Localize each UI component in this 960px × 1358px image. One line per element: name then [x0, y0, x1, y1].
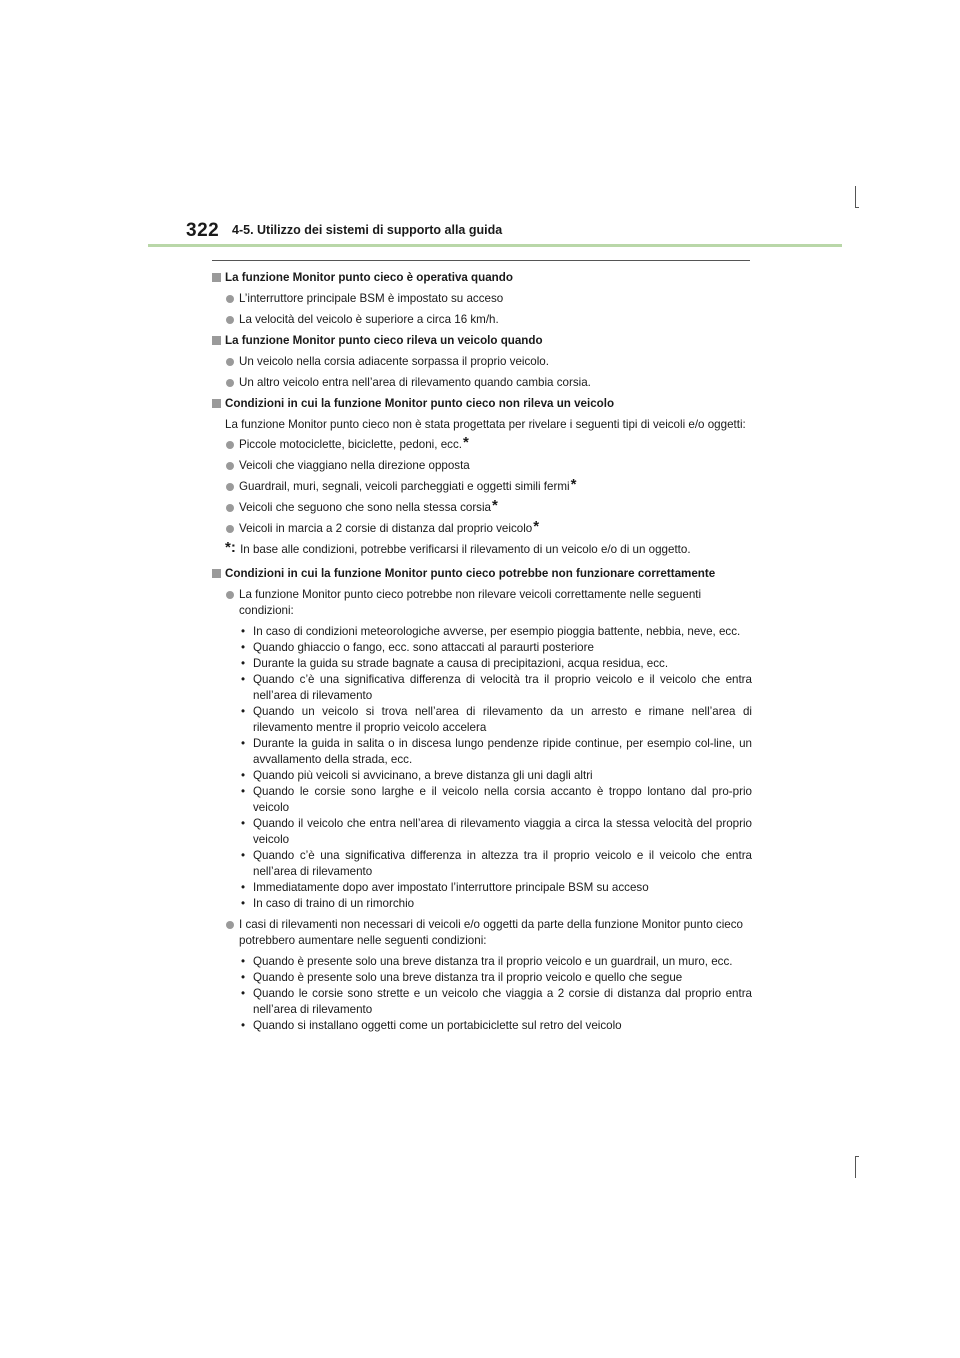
list-item — [212, 354, 752, 370]
dot-marker: • — [241, 1019, 246, 1032]
list-item — [212, 312, 752, 328]
intro-paragraph: La funzione Monitor punto cieco non è stata progettata per rivelare i seguenti tipi di veicoli e/o oggetti: — [225, 418, 746, 431]
page-body — [212, 270, 752, 1039]
sub-list-item-text: Quando più veicoli si avvicinano, a breve distanza gli uni dagli altri — [253, 769, 593, 782]
crop-mark — [855, 186, 856, 208]
sub-list-item-text: Quando le corsie sono larghe e il veicolo nella corsia accanto è troppo lontano dal pro-prio veicolo — [253, 785, 752, 814]
section-heading — [212, 270, 752, 286]
crop-mark — [855, 1156, 859, 1157]
heading-text: Condizioni in cui la funzione Monitor punto cieco non rileva un veicolo — [225, 397, 615, 410]
list-item — [212, 497, 752, 516]
sub-list-item — [239, 672, 752, 704]
content-rule — [212, 260, 750, 261]
circle-bullet-icon — [226, 295, 234, 303]
sub-list-item — [239, 986, 752, 1018]
sub-list-item — [239, 816, 752, 848]
sub-list-item — [239, 704, 752, 736]
list-item — [212, 458, 752, 474]
sub-list-item-text: In caso di condizioni meteorologiche avverse, per esempio pioggia battente, nebbia, neve, ecc. — [253, 625, 741, 638]
sub-list-item-text: Quando è presente solo una breve distanza tra il proprio veicolo e quello che segue — [253, 971, 683, 984]
sub-list-item — [239, 784, 752, 816]
list-item-text: Un altro veicolo entra nell’area di rilevamento quando cambia corsia. — [239, 376, 591, 389]
sub-list-item-text: Durante la guida in salita o in discesa lungo pendenze ripide continue, per esempio col-line, un avvallamento della strada, ecc. — [253, 737, 752, 766]
sub-list-item — [239, 880, 752, 896]
footnote-star: * — [533, 518, 540, 535]
list-item — [212, 434, 752, 453]
footnote-text: In base alle condizioni, potrebbe verificarsi il rilevamento di un veicolo e/o di un oggetto. — [240, 543, 691, 556]
circle-bullet-icon — [226, 441, 234, 449]
dot-marker: • — [241, 625, 246, 638]
dot-marker: • — [241, 657, 246, 670]
dot-marker: • — [241, 785, 246, 798]
circle-bullet-icon — [226, 591, 234, 599]
list-item-text: Veicoli che seguono che sono nella stessa corsia — [239, 501, 491, 514]
list-item — [212, 587, 752, 619]
list-item — [212, 917, 752, 949]
list-item-text: Piccole motociclette, biciclette, pedoni, ecc. — [239, 438, 462, 451]
section-title: 4-5. Utilizzo dei sistemi di supporto alla guida — [232, 223, 503, 237]
sub-list-item-text: Quando il veicolo che entra nell’area di rilevamento viaggia a circa la stessa velocità del proprio veicolo — [253, 817, 752, 846]
list-item-text: I casi di rilevamenti non necessari di veicoli e/o oggetti da parte della funzione Monitor punto cieco potrebbero aumentare nelle seguenti condizioni: — [239, 918, 743, 947]
sub-list-item-text: Durante la guida su strade bagnate a causa di precipitazioni, acqua residua, ecc. — [253, 657, 669, 670]
list-item-text: La funzione Monitor punto cieco potrebbe non rilevare veicoli correttamente nelle seguenti condizioni: — [239, 588, 702, 617]
sub-list-item — [239, 640, 752, 656]
dot-marker: • — [241, 705, 246, 718]
sub-list-item-text: Quando si installano oggetti come un portabiciclette sul retro del veicolo — [253, 1019, 622, 1032]
dot-marker: • — [241, 769, 246, 782]
list-item-text: Veicoli che viaggiano nella direzione opposta — [239, 459, 470, 472]
list-item — [212, 375, 752, 391]
heading-text: Condizioni in cui la funzione Monitor punto cieco potrebbe non funzionare correttamente — [225, 567, 716, 580]
sub-list — [212, 624, 752, 912]
square-bullet-icon — [212, 336, 221, 345]
square-bullet-icon — [212, 569, 221, 578]
dot-marker: • — [241, 737, 246, 750]
page-number: 322 — [186, 220, 220, 241]
dot-marker: • — [241, 817, 246, 830]
footnote-star: * — [492, 497, 498, 514]
circle-bullet-icon — [226, 525, 234, 533]
sub-list-item-text: Quando c’è una significativa differenza di velocità tra il proprio veicolo e il veicolo che entra nell’area di rilevamento — [253, 673, 752, 702]
crop-mark — [855, 207, 859, 208]
sub-list-item-text: Quando c’è una significativa differenza in altezza tra il proprio veicolo e il veicolo che entra nell’area di rilevamento — [253, 849, 752, 878]
circle-bullet-icon — [226, 504, 234, 512]
circle-bullet-icon — [226, 921, 234, 929]
sub-list-item — [239, 1018, 752, 1034]
footnote-star: * — [570, 476, 577, 493]
square-bullet-icon — [212, 399, 221, 408]
sub-list-item — [239, 768, 752, 784]
dot-marker: • — [241, 641, 246, 654]
sub-list-item — [239, 736, 752, 768]
list-item — [212, 518, 752, 537]
sub-list-item — [239, 896, 752, 912]
circle-bullet-icon — [226, 462, 234, 470]
heading-text: La funzione Monitor punto cieco rileva un veicolo quando — [225, 334, 543, 347]
footnote-star: * — [462, 434, 469, 451]
circle-bullet-icon — [226, 316, 234, 324]
list-item-text: Veicoli in marcia a 2 corsie di distanza dal proprio veicolo — [239, 522, 533, 535]
dot-marker: • — [241, 881, 246, 894]
list-item — [212, 291, 752, 307]
sub-list-item — [239, 656, 752, 672]
footnote — [212, 539, 752, 558]
sub-list-item-text: Quando è presente solo una breve distanza tra il proprio veicolo e un guardrail, un muro, ecc. — [253, 955, 733, 968]
crop-mark — [855, 1156, 856, 1178]
sub-list-item — [239, 624, 752, 640]
page-header — [0, 0, 960, 250]
section-heading — [212, 396, 752, 412]
list-item — [212, 476, 752, 495]
header-rule — [148, 244, 842, 247]
sub-list-item-text: Quando ghiaccio o fango, ecc. sono attaccati al paraurti posteriore — [253, 641, 594, 654]
list-item-text: L’interruttore principale BSM è impostato su acceso — [239, 292, 504, 305]
list-item-text: La velocità del veicolo è superiore a circa 16 km/h. — [239, 313, 499, 326]
section-heading — [212, 566, 752, 582]
sub-list-item-text: Quando le corsie sono strette e un veicolo che viaggia a 2 corsie di distanza dal proprio entra nell’area di rilevamento — [253, 987, 752, 1016]
circle-bullet-icon — [226, 483, 234, 491]
list-item-text: Un veicolo nella corsia adiacente sorpassa il proprio veicolo. — [239, 355, 549, 368]
sub-list — [212, 954, 752, 1034]
sub-list-item-text: Quando un veicolo si trova nell’area di rilevamento da un arresto e rimane nell’area di rilevamento mentre il proprio veicolo accelera — [253, 705, 752, 734]
dot-marker: • — [241, 673, 246, 686]
heading-text: La funzione Monitor punto cieco è operativa quando — [225, 271, 513, 284]
square-bullet-icon — [212, 273, 221, 282]
sub-list-item — [239, 848, 752, 880]
circle-bullet-icon — [226, 379, 234, 387]
sub-list-item — [239, 954, 752, 970]
circle-bullet-icon — [226, 358, 234, 366]
dot-marker: • — [241, 849, 246, 862]
dot-marker: • — [241, 955, 246, 968]
sub-list-item — [239, 970, 752, 986]
dot-marker: • — [241, 897, 246, 910]
sub-list-item-text: Immediatamente dopo aver impostato l’interruttore principale BSM su acceso — [253, 881, 649, 894]
list-item-text: Guardrail, muri, segnali, veicoli parcheggiati e oggetti simili fermi — [239, 480, 570, 493]
section-heading — [212, 333, 752, 349]
footnote-marker: *: — [225, 539, 236, 556]
dot-marker: • — [241, 971, 246, 984]
dot-marker: • — [241, 987, 246, 1000]
sub-list-item-text: In caso di traino di un rimorchio — [253, 897, 415, 910]
